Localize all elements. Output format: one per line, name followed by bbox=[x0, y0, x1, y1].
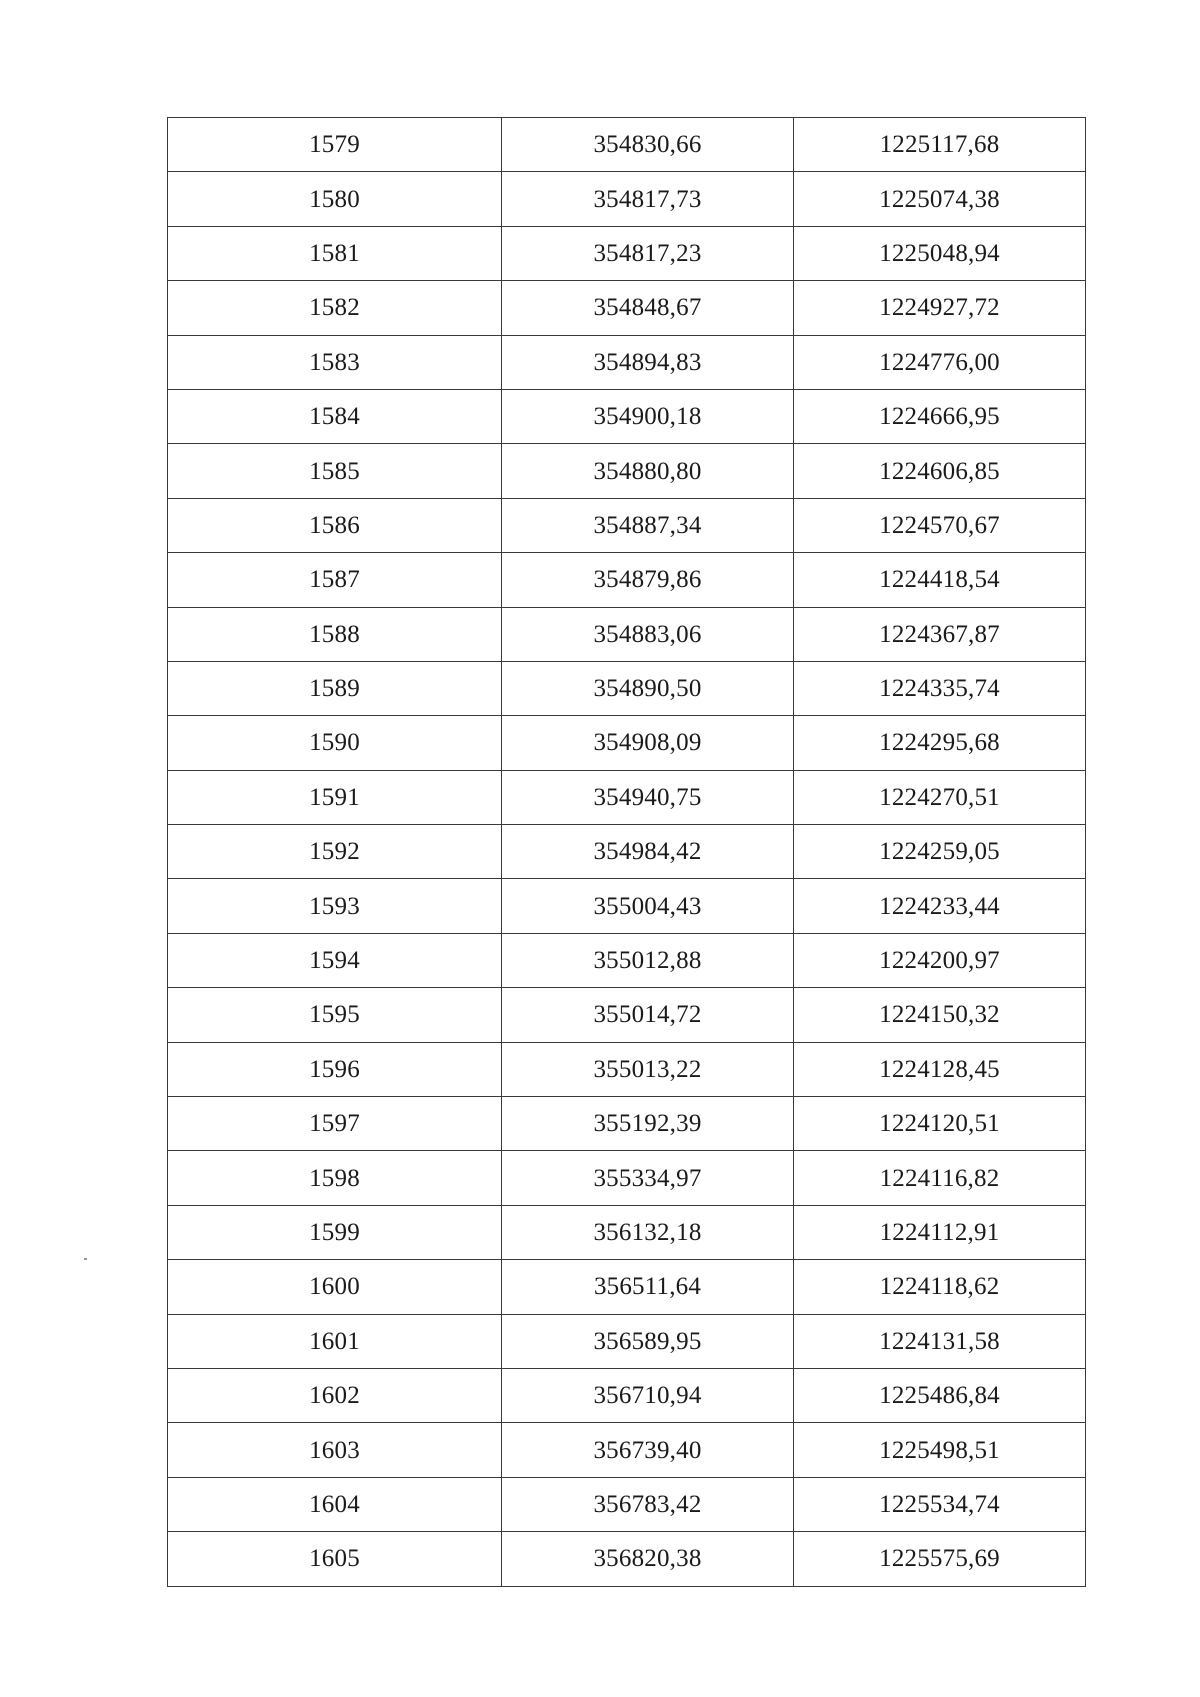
x-coordinate-cell: 354817,73 bbox=[502, 172, 794, 226]
point-number-cell: 1590 bbox=[168, 716, 502, 770]
table-row bbox=[168, 1368, 1086, 1422]
coordinates-table-body bbox=[168, 118, 1086, 1587]
x-coordinate-cell: 356511,64 bbox=[502, 1260, 794, 1314]
point-number-cell: 1589 bbox=[168, 661, 502, 715]
point-number-cell: 1580 bbox=[168, 172, 502, 226]
point-number-cell: 1586 bbox=[168, 498, 502, 552]
y-coordinate-cell: 1224233,44 bbox=[794, 879, 1086, 933]
y-coordinate-cell: 1224927,72 bbox=[794, 281, 1086, 335]
table-row bbox=[168, 1477, 1086, 1531]
y-coordinate-cell: 1224120,51 bbox=[794, 1097, 1086, 1151]
x-coordinate-cell: 356783,42 bbox=[502, 1477, 794, 1531]
table-row bbox=[168, 661, 1086, 715]
table-row bbox=[168, 1042, 1086, 1096]
table-row bbox=[168, 498, 1086, 552]
y-coordinate-cell: 1224270,51 bbox=[794, 770, 1086, 824]
y-coordinate-cell: 1224131,58 bbox=[794, 1314, 1086, 1368]
table-row bbox=[168, 825, 1086, 879]
y-coordinate-cell: 1224570,67 bbox=[794, 498, 1086, 552]
y-coordinate-cell: 1224666,95 bbox=[794, 389, 1086, 443]
point-number-cell: 1597 bbox=[168, 1097, 502, 1151]
y-coordinate-cell: 1224418,54 bbox=[794, 553, 1086, 607]
x-coordinate-cell: 354880,80 bbox=[502, 444, 794, 498]
x-coordinate-cell: 354890,50 bbox=[502, 661, 794, 715]
x-coordinate-cell: 354830,66 bbox=[502, 118, 794, 172]
point-number-cell: 1598 bbox=[168, 1151, 502, 1205]
y-coordinate-cell: 1225117,68 bbox=[794, 118, 1086, 172]
point-number-cell: 1583 bbox=[168, 335, 502, 389]
y-coordinate-cell: 1224776,00 bbox=[794, 335, 1086, 389]
point-number-cell: 1579 bbox=[168, 118, 502, 172]
x-coordinate-cell: 354894,83 bbox=[502, 335, 794, 389]
point-number-cell: 1593 bbox=[168, 879, 502, 933]
y-coordinate-cell: 1224606,85 bbox=[794, 444, 1086, 498]
point-number-cell: 1596 bbox=[168, 1042, 502, 1096]
table-row bbox=[168, 1532, 1086, 1586]
table-row bbox=[168, 1314, 1086, 1368]
y-coordinate-cell: 1224150,32 bbox=[794, 988, 1086, 1042]
x-coordinate-cell: 356710,94 bbox=[502, 1368, 794, 1422]
table-row bbox=[168, 553, 1086, 607]
y-coordinate-cell: 1224112,91 bbox=[794, 1205, 1086, 1259]
y-coordinate-cell: 1225534,74 bbox=[794, 1477, 1086, 1531]
x-coordinate-cell: 354879,86 bbox=[502, 553, 794, 607]
point-number-cell: 1602 bbox=[168, 1368, 502, 1422]
point-number-cell: 1582 bbox=[168, 281, 502, 335]
table-row bbox=[168, 607, 1086, 661]
table-row bbox=[168, 1097, 1086, 1151]
x-coordinate-cell: 355012,88 bbox=[502, 933, 794, 987]
point-number-cell: 1595 bbox=[168, 988, 502, 1042]
table-row bbox=[168, 770, 1086, 824]
table-row bbox=[168, 933, 1086, 987]
y-coordinate-cell: 1224295,68 bbox=[794, 716, 1086, 770]
table-row bbox=[168, 1260, 1086, 1314]
coordinates-table bbox=[167, 117, 1086, 1587]
y-coordinate-cell: 1224335,74 bbox=[794, 661, 1086, 715]
table-row bbox=[168, 716, 1086, 770]
table-row bbox=[168, 118, 1086, 172]
point-number-cell: 1601 bbox=[168, 1314, 502, 1368]
point-number-cell: 1588 bbox=[168, 607, 502, 661]
x-coordinate-cell: 356739,40 bbox=[502, 1423, 794, 1477]
point-number-cell: 1603 bbox=[168, 1423, 502, 1477]
y-coordinate-cell: 1225575,69 bbox=[794, 1532, 1086, 1586]
point-number-cell: 1600 bbox=[168, 1260, 502, 1314]
x-coordinate-cell: 355013,22 bbox=[502, 1042, 794, 1096]
x-coordinate-cell: 354940,75 bbox=[502, 770, 794, 824]
point-number-cell: 1584 bbox=[168, 389, 502, 443]
table-row bbox=[168, 879, 1086, 933]
x-coordinate-cell: 354908,09 bbox=[502, 716, 794, 770]
point-number-cell: 1599 bbox=[168, 1205, 502, 1259]
point-number-cell: 1591 bbox=[168, 770, 502, 824]
y-coordinate-cell: 1224200,97 bbox=[794, 933, 1086, 987]
table-row bbox=[168, 1151, 1086, 1205]
y-coordinate-cell: 1225498,51 bbox=[794, 1423, 1086, 1477]
x-coordinate-cell: 354883,06 bbox=[502, 607, 794, 661]
table-row bbox=[168, 1423, 1086, 1477]
table-row bbox=[168, 389, 1086, 443]
point-number-cell: 1592 bbox=[168, 825, 502, 879]
x-coordinate-cell: 356132,18 bbox=[502, 1205, 794, 1259]
x-coordinate-cell: 356820,38 bbox=[502, 1532, 794, 1586]
point-number-cell: 1585 bbox=[168, 444, 502, 498]
y-coordinate-cell: 1224128,45 bbox=[794, 1042, 1086, 1096]
y-coordinate-cell: 1224367,87 bbox=[794, 607, 1086, 661]
table-row bbox=[168, 226, 1086, 280]
x-coordinate-cell: 354984,42 bbox=[502, 825, 794, 879]
y-coordinate-cell: 1224259,05 bbox=[794, 825, 1086, 879]
x-coordinate-cell: 354900,18 bbox=[502, 389, 794, 443]
table-row bbox=[168, 1205, 1086, 1259]
x-coordinate-cell: 354848,67 bbox=[502, 281, 794, 335]
table-row bbox=[168, 444, 1086, 498]
x-coordinate-cell: 355004,43 bbox=[502, 879, 794, 933]
point-number-cell: 1604 bbox=[168, 1477, 502, 1531]
table-row bbox=[168, 335, 1086, 389]
x-coordinate-cell: 354887,34 bbox=[502, 498, 794, 552]
x-coordinate-cell: 355192,39 bbox=[502, 1097, 794, 1151]
x-coordinate-cell: 354817,23 bbox=[502, 226, 794, 280]
point-number-cell: 1581 bbox=[168, 226, 502, 280]
scan-speck bbox=[84, 1258, 87, 1260]
point-number-cell: 1594 bbox=[168, 933, 502, 987]
y-coordinate-cell: 1224118,62 bbox=[794, 1260, 1086, 1314]
table-row bbox=[168, 172, 1086, 226]
table-row bbox=[168, 988, 1086, 1042]
y-coordinate-cell: 1224116,82 bbox=[794, 1151, 1086, 1205]
y-coordinate-cell: 1225048,94 bbox=[794, 226, 1086, 280]
point-number-cell: 1605 bbox=[168, 1532, 502, 1586]
x-coordinate-cell: 355334,97 bbox=[502, 1151, 794, 1205]
table-row bbox=[168, 281, 1086, 335]
x-coordinate-cell: 355014,72 bbox=[502, 988, 794, 1042]
y-coordinate-cell: 1225074,38 bbox=[794, 172, 1086, 226]
x-coordinate-cell: 356589,95 bbox=[502, 1314, 794, 1368]
point-number-cell: 1587 bbox=[168, 553, 502, 607]
y-coordinate-cell: 1225486,84 bbox=[794, 1368, 1086, 1422]
